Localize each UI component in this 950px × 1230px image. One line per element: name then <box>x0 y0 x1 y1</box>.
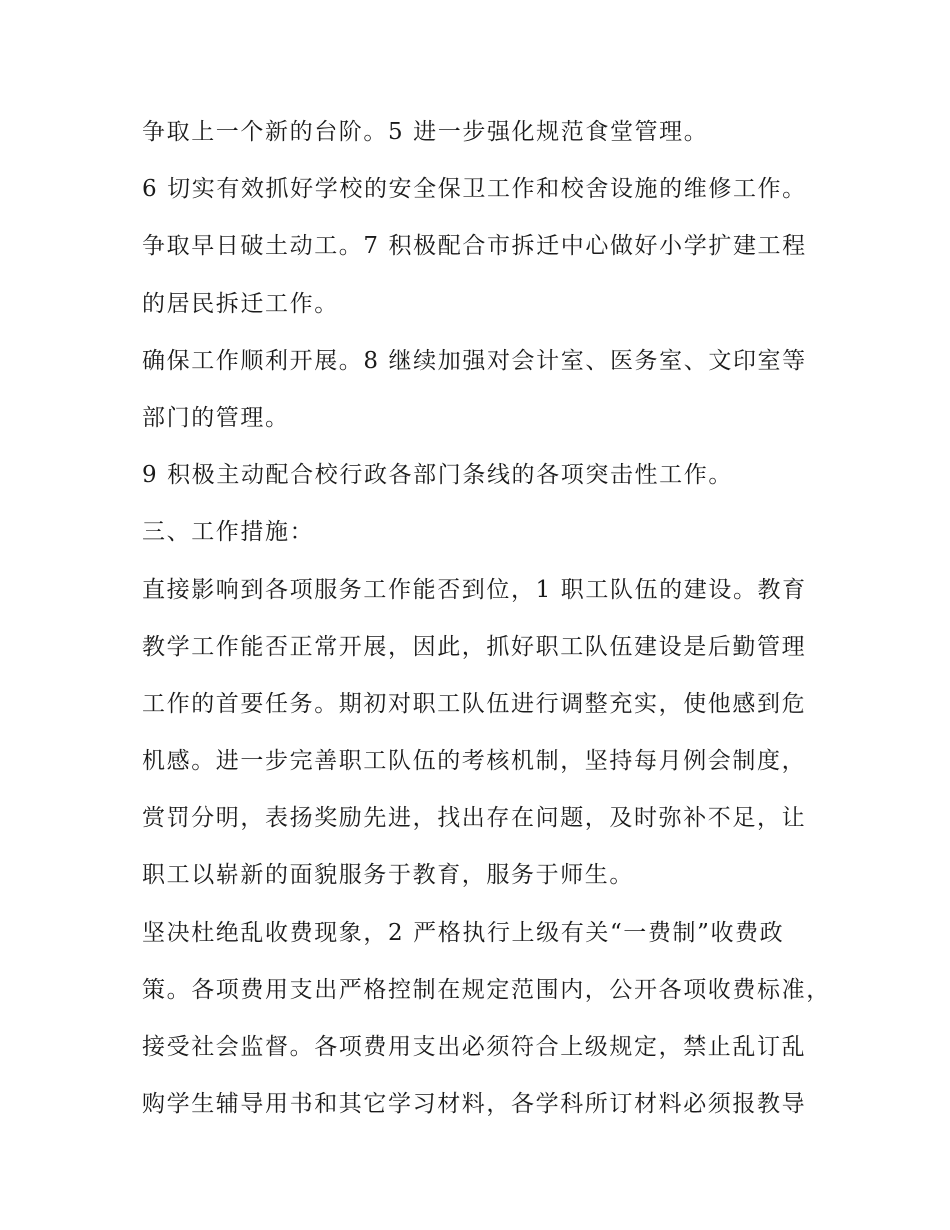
text-line: 购学生辅导用书和其它学习材料，各学科所订材料必须报教导 <box>142 1091 807 1118</box>
document-body <box>142 104 831 1133</box>
text-line: 确保工作顺利开展。8 继续加强对会计室、医务室、文印室等 <box>142 347 807 374</box>
text-line: 9 积极主动配合校行政各部门条线的各项突击性工作。 <box>142 462 733 489</box>
text-line: 的居民拆迁工作。 <box>142 290 339 317</box>
text-line: 教学工作能否正常开展，因此，抓好职工队伍建设是后勤管理 <box>142 633 807 660</box>
text-line: 争取早日破土动工。7 积极配合市拆迁中心做好小学扩建工程 <box>142 233 807 260</box>
text-line: 工作的首要任务。期初对职工队伍进行调整充实，使他感到危 <box>142 690 807 717</box>
text-line: 争取上一个新的台阶。5 进一步强化规范食堂管理。 <box>142 119 709 145</box>
text-line: 职工以崭新的面貌服务于教育，服务于师生。 <box>142 862 634 889</box>
text-line: 策。各项费用支出严格控制在规定范围内，公开各项收费标准， <box>142 976 831 1003</box>
text-line: 机感。进一步完善职工队伍的考核机制，坚持每月例会制度， <box>142 748 807 775</box>
text-line: 坚决杜绝乱收费现象，2 严格执行上级有关“一费制”收费政 <box>142 919 785 946</box>
text-line: 赏罚分明，表扬奖励先进，找出存在问题，及时弥补不足，让 <box>142 805 807 832</box>
text-line: 接受社会监督。各项费用支出必须符合上级规定，禁止乱订乱 <box>142 1034 807 1060</box>
text-line: 部门的管理。 <box>142 404 290 431</box>
text-line: 6 切实有效抓好学校的安全保卫工作和校舍设施的维修工作。 <box>142 176 807 203</box>
section-heading: 三、工作措施： <box>142 519 315 546</box>
text-line: 直接影响到各项服务工作能否到位，1 职工队伍的建设。教育 <box>142 576 807 603</box>
